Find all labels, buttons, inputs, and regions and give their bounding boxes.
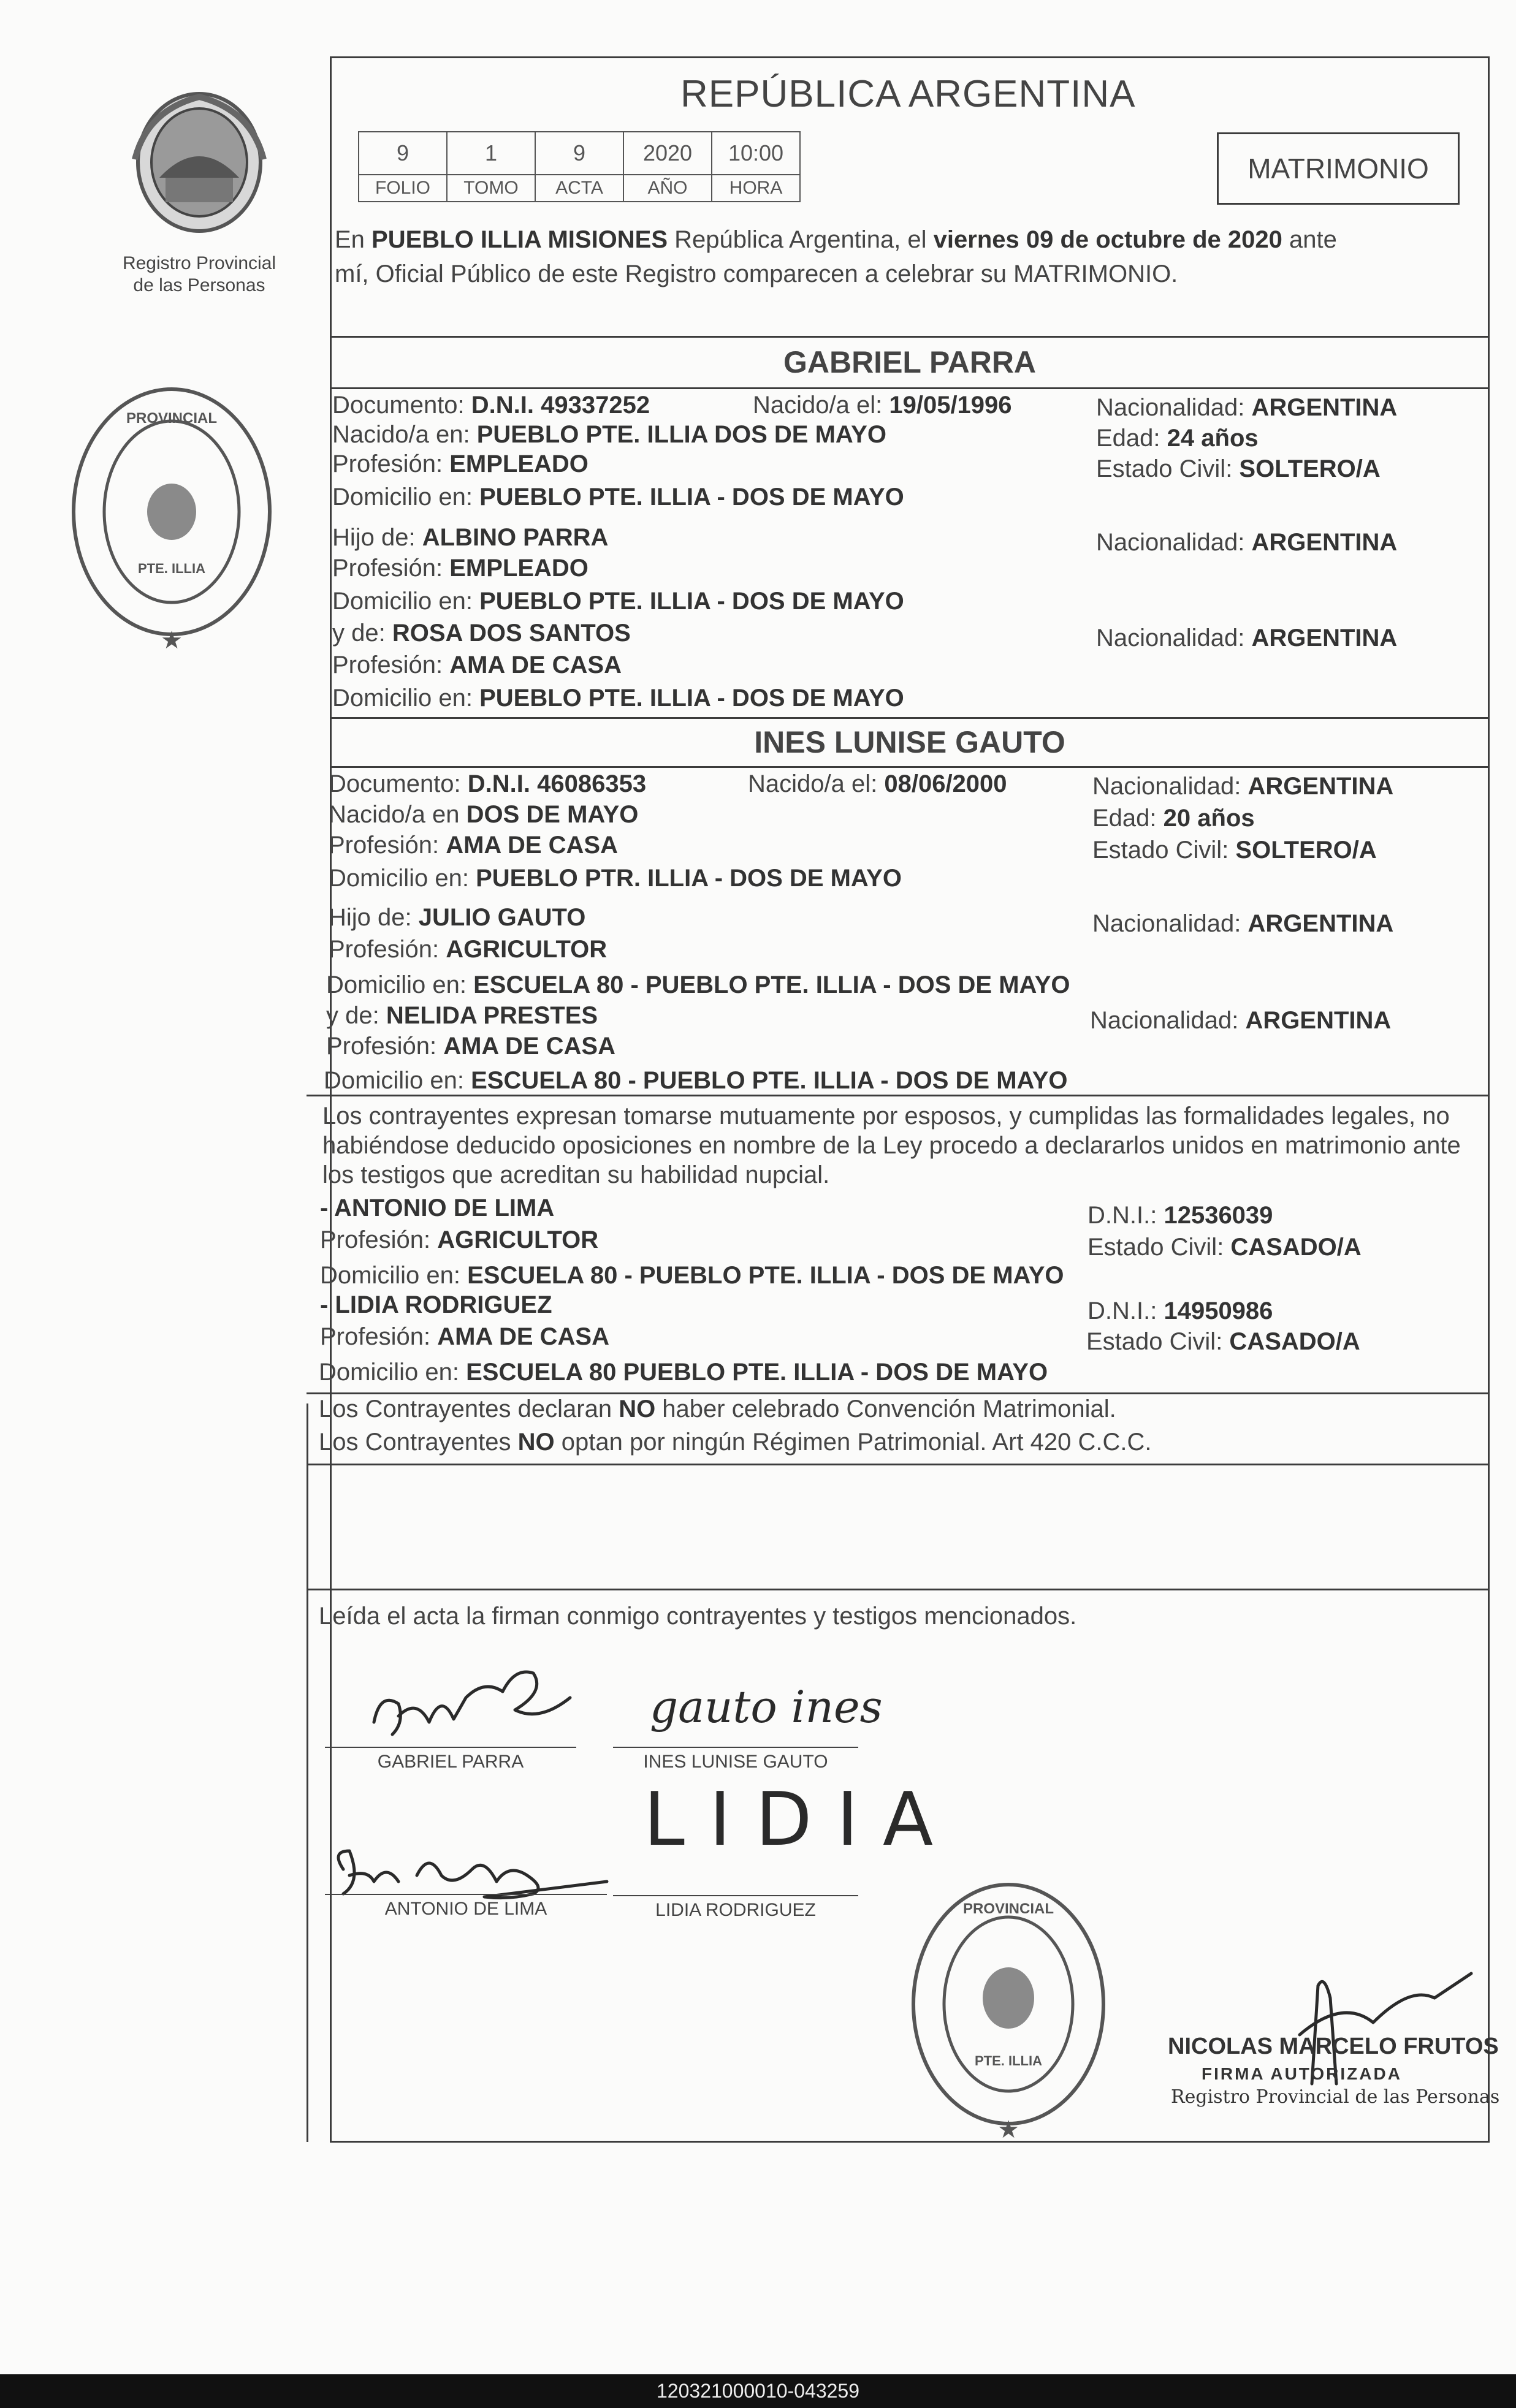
witness2-profession: Profesión: AMA DE CASA: [320, 1323, 609, 1350]
official-role: FIRMA AUTORIZADA: [1202, 2064, 1402, 2083]
groom-age: Edad: 24 años: [1096, 425, 1259, 452]
regime-line1: Los Contrayentes declaran NO haber celebrado Convención Matrimonial.: [319, 1396, 1116, 1422]
seal-caption-line1: Registro Provincial: [122, 253, 276, 273]
groom-mother-nationality: Nacionalidad: ARGENTINA: [1096, 625, 1398, 651]
bride-father-profession: Profesión: AGRICULTOR: [329, 936, 608, 963]
acta-value: 9: [535, 132, 623, 175]
groom-address: Domicilio en: PUEBLO PTE. ILLIA - DOS DE MAYO: [332, 484, 904, 511]
witness1-profession: Profesión: AGRICULTOR: [320, 1226, 599, 1253]
groom-birthdate: Nacido/a el: 19/05/1996: [753, 392, 1012, 419]
divider: [330, 336, 1490, 338]
bride-mother-nationality: Nacionalidad: ARGENTINA: [1090, 1007, 1392, 1034]
witness2-signature: LIDIA: [644, 1777, 958, 1863]
groom-father: Hijo de: ALBINO PARRA: [332, 524, 609, 551]
year-label: AÑO: [623, 175, 712, 202]
groom-mother: y de: ROSA DOS SANTOS: [332, 620, 631, 647]
groom-profession: Profesión: EMPLEADO: [332, 450, 588, 477]
groom-signature: [362, 1655, 595, 1753]
witness2-name: - LIDIA RODRIGUEZ: [320, 1291, 552, 1318]
bride-birthplace: Nacido/a en DOS DE MAYO: [329, 801, 639, 828]
bride-father: Hijo de: JULIO GAUTO: [329, 904, 586, 931]
bride-profession: Profesión: AMA DE CASA: [329, 832, 618, 859]
groom-birthplace: Nacido/a en: PUEBLO PTE. ILLIA DOS DE MAYO: [332, 421, 886, 448]
svg-text:PROVINCIAL: PROVINCIAL: [126, 410, 218, 427]
sig-label-groom: GABRIEL PARRA: [377, 1752, 524, 1772]
witness2-address: Domicilio en: ESCUELA 80 PUEBLO PTE. ILLIA - DOS DE MAYO: [319, 1359, 1048, 1386]
bride-father-address: Domicilio en: ESCUELA 80 - PUEBLO PTE. ILLIA - DOS DE MAYO: [326, 971, 1070, 998]
divider: [330, 387, 1490, 389]
intro-line1: En PUEBLO ILLIA MISIONES República Argentina, el viernes 09 de octubre de 2020 ante: [335, 226, 1337, 253]
svg-text:gauto ines: gauto ines: [650, 1681, 883, 1733]
svg-text:PROVINCIAL: PROVINCIAL: [962, 1901, 1054, 1917]
divider: [307, 1589, 1490, 1590]
groom-civil-status: Estado Civil: SOLTERO/A: [1096, 455, 1381, 482]
groom-father-nationality: Nacionalidad: ARGENTINA: [1096, 529, 1398, 556]
bride-address: Domicilio en: PUEBLO PTR. ILLIA - DOS DE MAYO: [329, 865, 902, 892]
bride-mother: y de: NELIDA PRESTES: [326, 1002, 598, 1029]
groom-father-address: Domicilio en: PUEBLO PTE. ILLIA - DOS DE MAYO: [332, 588, 904, 615]
divider: [330, 717, 1490, 719]
intro-line2: mí, Oficial Público de este Registro comparecen a celebrar su MATRIMONIO.: [335, 260, 1178, 287]
regime-line2: Los Contrayentes NO optan por ningún Régimen Patrimonial. Art 420 C.C.C.: [319, 1429, 1152, 1456]
svg-text:PTE. ILLIA: PTE. ILLIA: [975, 2053, 1042, 2068]
witness1-dni: D.N.I.: 12536039: [1087, 1202, 1273, 1229]
registry-stamp-bottom: [907, 1875, 1110, 2145]
groom-name: GABRIEL PARRA: [783, 345, 1037, 379]
svg-text:★: ★: [997, 2116, 1019, 2143]
bride-age: Edad: 20 años: [1092, 805, 1255, 832]
groom-mother-address: Domicilio en: PUEBLO PTE. ILLIA - DOS DE MAYO: [332, 685, 904, 712]
groom-nationality: Nacionalidad: ARGENTINA: [1096, 394, 1398, 421]
seal-caption-line2: de las Personas: [133, 275, 265, 295]
groom-mother-profession: Profesión: AMA DE CASA: [332, 651, 622, 678]
witness2-civil-status: Estado Civil: CASADO/A: [1086, 1328, 1360, 1355]
declaration-line1: Los contrayentes expresan tomarse mutuamente por esposos, y cumplidas las formalidades legales, no: [322, 1103, 1450, 1130]
year-value: 2020: [623, 132, 712, 175]
province-seal: [129, 86, 270, 239]
folio-value: 9: [359, 132, 447, 175]
folio-label: FOLIO: [359, 175, 447, 202]
hour-label: HORA: [712, 175, 800, 202]
bride-civil-status: Estado Civil: SOLTERO/A: [1092, 837, 1377, 864]
divider: [307, 1464, 1490, 1465]
divider: [330, 766, 1490, 768]
bride-document: Documento: D.N.I. 46086353: [329, 770, 647, 797]
groom-document: Documento: D.N.I. 49337252: [332, 392, 650, 419]
declaration-line2: habiéndose deducido oposiciones en nombre de la Ley procedo a declararlos unidos en matrimonio ante: [322, 1132, 1461, 1159]
registry-stamp: [67, 380, 276, 662]
tomo-label: TOMO: [447, 175, 535, 202]
declaration-line3: los testigos que acreditan su habilidad nupcial.: [322, 1161, 830, 1188]
divider: [307, 1392, 1490, 1394]
witness1-name: - ANTONIO DE LIMA: [320, 1195, 555, 1221]
bride-father-nationality: Nacionalidad: ARGENTINA: [1092, 910, 1394, 937]
witness2-dni: D.N.I.: 14950986: [1087, 1297, 1273, 1324]
sig-label-witness1: ANTONIO DE LIMA: [384, 1899, 547, 1919]
svg-text:★: ★: [161, 627, 183, 654]
witness1-address: Domicilio en: ESCUELA 80 - PUEBLO PTE. ILLIA - DOS DE MAYO: [320, 1262, 1064, 1289]
official-office: Registro Provincial de las Personas: [1171, 2086, 1500, 2108]
hour-value: 10:00: [712, 132, 800, 175]
bride-name: INES LUNISE GAUTO: [754, 725, 1065, 759]
witness1-civil-status: Estado Civil: CASADO/A: [1087, 1234, 1362, 1261]
bride-mother-address: Domicilio en: ESCUELA 80 - PUEBLO PTE. ILLIA - DOS DE MAYO: [324, 1067, 1068, 1094]
registry-table: [358, 131, 801, 202]
groom-father-profession: Profesión: EMPLEADO: [332, 555, 588, 582]
tomo-value: 1: [447, 132, 535, 175]
svg-text:PTE. ILLIA: PTE. ILLIA: [138, 561, 205, 576]
acta-label: ACTA: [535, 175, 623, 202]
bride-mother-profession: Profesión: AMA DE CASA: [326, 1033, 615, 1060]
bride-birthdate: Nacido/a el: 08/06/2000: [748, 770, 1007, 797]
closing-text: Leída el acta la firman conmigo contrayentes y testigos mencionados.: [319, 1603, 1077, 1630]
sig-label-bride: INES LUNISE GAUTO: [643, 1752, 828, 1772]
sig-label-witness2: LIDIA RODRIGUEZ: [655, 1900, 816, 1920]
official-name: NICOLAS MARCELO FRUTOS: [1168, 2034, 1499, 2059]
country-title: REPÚBLICA ARGENTINA: [680, 73, 1136, 115]
divider: [307, 1095, 1490, 1096]
document-code-bar: 120321000010-043259: [0, 2374, 1516, 2408]
bride-signature: [638, 1667, 883, 1747]
act-type-box: MATRIMONIO: [1217, 132, 1460, 205]
bride-nationality: Nacionalidad: ARGENTINA: [1092, 773, 1394, 800]
